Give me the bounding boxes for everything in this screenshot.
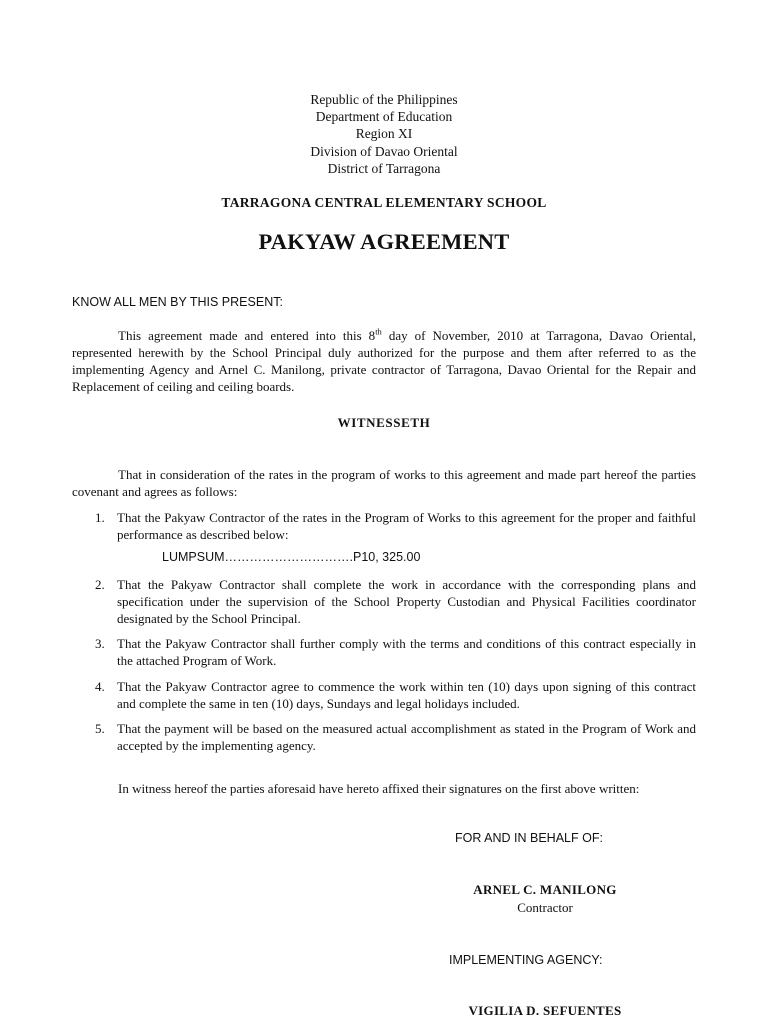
list-item-text: That the Pakyaw Contractor shall complete the work in accordance with the corresponding plans and specification under the supervision of the School Property Custodian and Physical Facilities coordinator designated by the School Principal. xyxy=(117,577,696,626)
agency-label: IMPLEMENTING AGENCY: xyxy=(449,953,603,967)
list-item xyxy=(72,720,696,754)
list-item-number: 2. xyxy=(95,577,105,592)
letterhead-country: Republic of the Philippines xyxy=(310,92,458,107)
list-item-number: 3. xyxy=(95,636,105,651)
closing-paragraph: In witness hereof the parties aforesaid have hereto affixed their signatures on the first above written: xyxy=(118,781,640,796)
behalf-label: FOR AND IN BEHALF OF: xyxy=(455,831,603,845)
list-item xyxy=(72,635,696,669)
list-item-text: That the Pakyaw Contractor shall further comply with the terms and conditions of this contract especially in the attached Program of Work. xyxy=(117,636,696,668)
letterhead-division: Division of Davao Oriental xyxy=(310,143,458,159)
list-item-text: That the Pakyaw Contractor of the rates in the Program of Works to this agreement for the proper and faithful performance as described below: xyxy=(117,510,696,542)
letterhead-district: District of Tarragona xyxy=(327,160,441,176)
list-item-text: That the Pakyaw Contractor agree to commence the work within ten (10) days upon signing of this contract and complete the same in ten (10) days, Sundays and legal holidays included. xyxy=(117,679,696,711)
letterhead xyxy=(0,91,768,177)
intro-ordinal: th xyxy=(375,326,382,337)
intro-text-rest: day of November, 2010 at Tarragona, Davao Oriental, represented herewith by the School Principal duly authorized for the purpose and them after referred to as the implementing Agency and Arnel C. Manilong, private contractor of Tarragona, Davao Oriental for the Repair and Replacement of ceiling and ceiling boards. xyxy=(72,328,696,394)
contractor-name: ARNEL C. MANILONG xyxy=(473,882,617,897)
list-item xyxy=(72,576,696,627)
contractor-role: Contractor xyxy=(517,900,573,915)
list-item-text: That the payment will be based on the measured actual accomplishment as stated in the Program of Work and accepted by the implementing agency. xyxy=(117,721,696,753)
intro-paragraph xyxy=(72,327,696,395)
witnesseth-heading: WITNESSETH xyxy=(337,415,431,430)
cutoff-text-fragment xyxy=(530,1019,560,1024)
list-item-number: 4. xyxy=(95,679,105,694)
agency-signatory-name: VIGILIA D. SEFUENTES xyxy=(468,1003,622,1018)
list-item xyxy=(72,678,696,712)
consideration-paragraph: That in consideration of the rates in the program of works to this agreement and made part hereof the parties covenant and agrees as follows: xyxy=(72,467,696,499)
intro-text-start: This agreement made and entered into this 8 xyxy=(118,328,376,343)
lumpsum-amount: LUMPSUM………………………….P10, 325.00 xyxy=(162,550,421,564)
letterhead-region: Region XI xyxy=(355,126,413,142)
list-item-number: 1. xyxy=(95,510,105,525)
list-item-number: 5. xyxy=(95,721,105,736)
school-name: TARRAGONA CENTRAL ELEMENTARY SCHOOL xyxy=(221,195,547,210)
list-item xyxy=(72,509,696,543)
opening-line: KNOW ALL MEN BY THIS PRESENT: xyxy=(72,295,283,309)
document-title: PAKYAW AGREEMENT xyxy=(258,229,510,254)
letterhead-department: Department of Education xyxy=(315,109,453,125)
